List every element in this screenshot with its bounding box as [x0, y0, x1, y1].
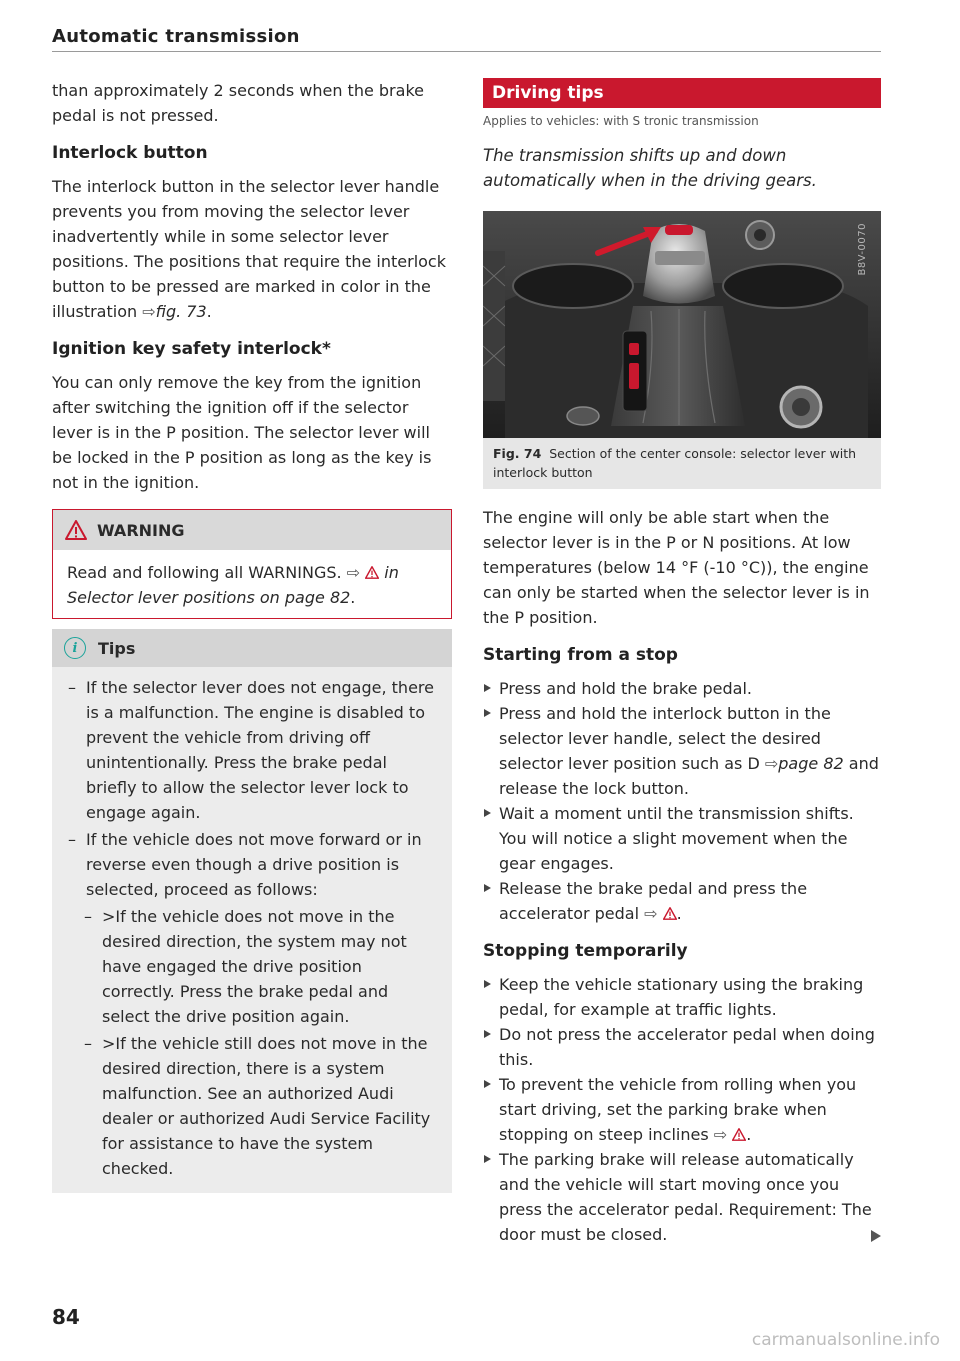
ignition-paragraph: You can only remove the key from the ignition after switching the ignition off if the selector lever is in the P position. The selector lever will be locked in the P position as long as the key is not in the ignition.: [52, 373, 432, 492]
warning-triangle-icon: [365, 566, 379, 579]
arrow-right-icon: ⇨: [346, 563, 361, 582]
step-text-end: and release the lock button.: [499, 754, 879, 798]
step-item: Release the brake pedal and press the accelerator pedal ⇨ .: [483, 876, 881, 926]
step-text: Press and hold the interlock button in the selector lever handle, select the desired selector lever position such as D: [499, 704, 831, 773]
figure-74-image: [483, 211, 881, 438]
step-item: Wait a moment until the transmission shifts. You will notice a slight movement when the gear engages.: [483, 801, 881, 876]
step-item: Do not press the accelerator pedal when doing this.: [483, 1022, 881, 1072]
center-console-illustration: [483, 211, 881, 438]
stopping-heading: Stopping temporarily: [483, 941, 688, 961]
ignition-heading: Ignition key safety interlock*: [52, 339, 331, 359]
interlock-paragraph: [52, 174, 452, 324]
warning-triangle-icon[interactable]: [732, 1128, 746, 1141]
right-column: [483, 78, 881, 1253]
warning-triangle-icon[interactable]: [663, 907, 677, 920]
starting-heading: Starting from a stop: [483, 645, 678, 665]
fig-73-link[interactable]: fig. 73: [155, 302, 207, 321]
warning-box: [52, 509, 452, 619]
left-column: [52, 78, 452, 1193]
step-item: Press and hold the brake pedal.: [483, 676, 881, 701]
tips-title: Tips: [98, 638, 136, 658]
figure-caption: [483, 438, 881, 489]
info-icon: i: [64, 637, 86, 659]
interlock-text: The interlock button in the selector lever handle prevents you from moving the selector lever inadvertently while in some selector lever positions. The positions that require the interlock button to be pressed are marked in color in the illustration: [52, 177, 446, 321]
tips-header: [52, 629, 452, 667]
step-text: To prevent the vehicle from rolling when you start driving, set the parking brake when stopping on steep inclines: [499, 1075, 857, 1144]
page-number: 84: [52, 1305, 80, 1329]
arrow-right-icon: ⇨: [764, 754, 779, 773]
warning-triangle-icon: [65, 520, 87, 540]
figure-caption-text: Section of the center console: selector lever with interlock button: [493, 446, 857, 480]
figure-code: B8V-0070: [857, 223, 868, 276]
step-item: Keep the vehicle stationary using the braking pedal, for example at traffic lights.: [483, 972, 881, 1022]
page-82-link[interactable]: page 82: [778, 754, 844, 773]
section-intro: The transmission shifts up and down automatically when in the driving gears.: [483, 146, 817, 190]
starting-steps-list: [483, 676, 881, 926]
applies-to-text: Applies to vehicles: with S tronic transmission: [483, 114, 759, 128]
header-divider: [52, 51, 881, 52]
engine-start-paragraph: The engine will only be able start when the selector lever is in the P or N positions. At low temperatures (below 14 °F (-10 °C)), the engine can only be started when the selector lever is in the P position.: [483, 508, 870, 627]
tip-subitem: – >If the vehicle does not move in the desired direction, the system may not have engaged the drive position correctly. Press the brake pedal and select the drive position again.: [66, 904, 438, 1029]
tip-item: – If the vehicle does not move forward or in reverse even though a drive position is selected, proceed as follows:: [66, 827, 438, 902]
step-item: [483, 701, 881, 801]
section-banner: Driving tips: [483, 78, 881, 108]
step-item: The parking brake will release automatically and the vehicle will start moving once you press the accelerator pedal. Requirement: The door must be closed.: [483, 1147, 881, 1247]
warning-body: [53, 550, 451, 618]
selector-lever-positions-link[interactable]: in Selector lever positions on page 82: [67, 563, 399, 607]
step-item: To prevent the vehicle from rolling when you start driving, set the parking brake when stopping on steep inclines ⇨ .: [483, 1072, 881, 1147]
tips-body: [52, 667, 452, 1193]
tips-box: [52, 629, 452, 1193]
intro-paragraph: than approximately 2 seconds when the brake pedal is not pressed.: [52, 81, 424, 125]
step-text: Release the brake pedal and press the accelerator pedal: [499, 879, 808, 923]
page-header-title: Automatic transmission: [52, 26, 300, 47]
stopping-steps-list: [483, 972, 881, 1247]
warning-header: [53, 510, 451, 550]
tip-item: – If the selector lever does not engage, there is a malfunction. The engine is disabled to prevent the vehicle from driving off unintentionally. Press the brake pedal briefly to allow the selector lever lock to engage again.: [66, 675, 438, 825]
watermark: carmanualsonline.info: [751, 1330, 940, 1350]
interlock-end: .: [206, 302, 212, 321]
arrow-right-icon: ⇨: [713, 1125, 728, 1144]
warning-text: Read and following all WARNINGS.: [67, 563, 342, 582]
figure-label: Fig. 74: [493, 446, 542, 461]
tip-subitem: – >If the vehicle still does not move in the desired direction, there is a system malfunction. See an authorized Audi dealer or authorized Audi Service Facility for assistance to have the system checked.: [66, 1031, 438, 1181]
warning-title: WARNING: [97, 520, 185, 540]
warning-end: .: [350, 588, 356, 607]
arrow-right-icon: ⇨: [142, 302, 156, 321]
interlock-heading: Interlock button: [52, 143, 208, 163]
continue-arrow-icon: [871, 1230, 881, 1242]
arrow-right-icon: ⇨: [644, 904, 658, 923]
